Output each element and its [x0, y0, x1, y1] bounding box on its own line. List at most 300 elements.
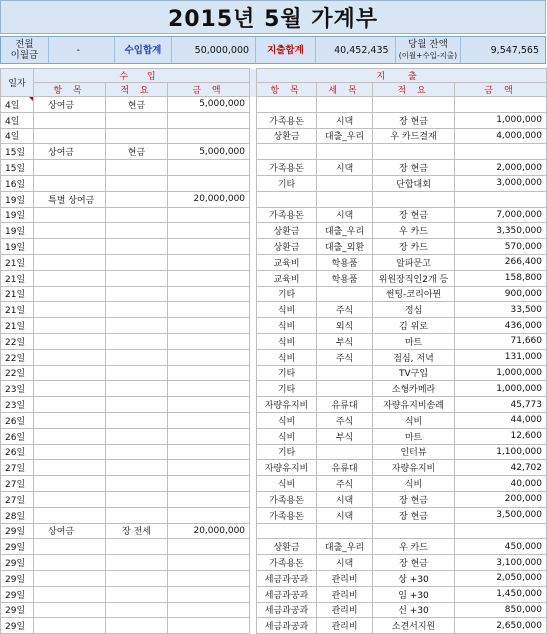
income-item: [34, 602, 106, 618]
income-memo: [106, 365, 168, 381]
income-memo: [106, 428, 168, 444]
table-row: [1, 586, 547, 602]
date-header: 일자: [1, 69, 34, 97]
income-item: [34, 444, 106, 460]
income-amount: [168, 570, 250, 586]
expense-memo: 장 카드: [373, 239, 455, 255]
expense-subitem: 외식: [317, 318, 373, 334]
table-row: [1, 254, 547, 270]
income-item: 상여금: [34, 144, 106, 160]
expense-memo: 자량유지비송례: [373, 397, 455, 413]
expense-memo: 썬팅-코리아뮌: [373, 286, 455, 302]
row-date: 23일: [1, 397, 34, 413]
row-date: 27일: [1, 460, 34, 476]
income-item: [34, 286, 106, 302]
expense-memo: 장 현금: [373, 507, 455, 523]
income-memo: 장 전세: [106, 523, 168, 539]
income-amount: 5,000,000: [168, 144, 250, 160]
expense-memo: 상 +30: [373, 570, 455, 586]
row-date: 29일: [1, 570, 34, 586]
row-date: 27일: [1, 476, 34, 492]
expense-memo-header: 적 요: [373, 83, 455, 97]
expense-memo: 정심: [373, 302, 455, 318]
income-memo: [106, 412, 168, 428]
expense-item: 식비: [257, 412, 317, 428]
row-date: 22일: [1, 349, 34, 365]
expense-item: 상환금: [257, 239, 317, 255]
expense-subitem: 시댁: [317, 160, 373, 176]
income-amount: [168, 381, 250, 397]
table-row: [1, 381, 547, 397]
income-item: [34, 476, 106, 492]
expense-memo: 마트: [373, 428, 455, 444]
income-memo: [106, 460, 168, 476]
expense-item: 교육비: [257, 254, 317, 270]
income-amount: [168, 349, 250, 365]
table-row: [1, 144, 547, 160]
income-item: [34, 365, 106, 381]
expense-amount: 1,100,000: [455, 444, 547, 460]
income-memo: [106, 349, 168, 365]
expense-memo: 장 현금: [373, 491, 455, 507]
expense-memo: [373, 144, 455, 160]
row-date: 4일: [1, 128, 34, 144]
expense-amount: 1,000,000: [455, 381, 547, 397]
expense-amount: 1,450,000: [455, 586, 547, 602]
expense-item: 식비: [257, 318, 317, 334]
expense-item: 세금과공과: [257, 586, 317, 602]
expense-subitem: 시댁: [317, 507, 373, 523]
row-date: 22일: [1, 333, 34, 349]
expense-subitem: [317, 523, 373, 539]
expense-item: 가족용돈: [257, 207, 317, 223]
expense-amount: 71,660: [455, 333, 547, 349]
expense-memo: 신 +30: [373, 602, 455, 618]
income-amount: [168, 365, 250, 381]
expense-item: 상환금: [257, 223, 317, 239]
income-amount: [168, 286, 250, 302]
income-item: [34, 318, 106, 334]
table-row: [1, 523, 547, 539]
expense-item: 기타: [257, 365, 317, 381]
table-row: [1, 286, 547, 302]
expense-subitem: 대출_우리: [317, 223, 373, 239]
row-date: 4일: [1, 112, 34, 128]
table-row: [1, 570, 547, 586]
income-memo: [106, 602, 168, 618]
income-item: 특별 상여금: [34, 191, 106, 207]
expense-amount: [455, 523, 547, 539]
expense-item: 자량유지비: [257, 397, 317, 413]
income-memo: [106, 191, 168, 207]
income-item: [34, 507, 106, 523]
income-amount: [168, 618, 250, 634]
expense-memo: [373, 191, 455, 207]
table-row: [1, 97, 547, 113]
expense-memo: 단합대회: [373, 175, 455, 191]
expense-subitem: [317, 97, 373, 113]
row-date: 21일: [1, 286, 34, 302]
expense-amount: 2,050,000: [455, 570, 547, 586]
table-row: [1, 349, 547, 365]
expense-item: [257, 523, 317, 539]
income-memo: [106, 254, 168, 270]
income-memo: [106, 491, 168, 507]
table-row: [1, 223, 547, 239]
income-header: 수 입: [34, 69, 250, 83]
expense-amount: 7,000,000: [455, 207, 547, 223]
balance-value: 9,547,565: [461, 37, 545, 63]
income-amount: [168, 175, 250, 191]
income-memo: [106, 112, 168, 128]
table-row: [1, 333, 547, 349]
expense-item: [257, 97, 317, 113]
expense-memo: 위원장직인2개 등: [373, 270, 455, 286]
income-memo: [106, 286, 168, 302]
income-item: [34, 428, 106, 444]
income-memo: [106, 507, 168, 523]
expense-subitem: 유류대: [317, 460, 373, 476]
income-memo: 현금: [106, 144, 168, 160]
row-date: 29일: [1, 618, 34, 634]
expense-amount: [455, 97, 547, 113]
expense-amount: 12,600: [455, 428, 547, 444]
income-memo: [106, 539, 168, 555]
expense-item: 식비: [257, 349, 317, 365]
expense-subitem: 시댁: [317, 491, 373, 507]
expense-subitem-header: 세 목: [317, 83, 373, 97]
income-amount: [168, 555, 250, 571]
table-row: [1, 618, 547, 634]
row-date: 29일: [1, 539, 34, 555]
expense-subitem: 시댁: [317, 555, 373, 571]
prev-month-label: 전월 이월금: [1, 37, 49, 63]
expense-subitem: [317, 381, 373, 397]
expense-subitem: 관리비: [317, 602, 373, 618]
income-item: [34, 128, 106, 144]
income-item: [34, 570, 106, 586]
expense-memo: 소견서지원: [373, 618, 455, 634]
income-item: 상여금: [34, 97, 106, 113]
expense-subitem: 대출_외환: [317, 239, 373, 255]
expense-subitem: [317, 191, 373, 207]
income-memo: [106, 444, 168, 460]
expense-subitem: 대출_우리: [317, 539, 373, 555]
header-row-2: [1, 83, 547, 97]
expense-memo: [373, 523, 455, 539]
income-memo: [106, 555, 168, 571]
expense-subitem: [317, 365, 373, 381]
income-amount: [168, 428, 250, 444]
expense-header: 지 출: [257, 69, 547, 83]
row-date: 28일: [1, 507, 34, 523]
income-item: [34, 223, 106, 239]
income-amount: [168, 333, 250, 349]
table-row: [1, 507, 547, 523]
expense-amount: 570,000: [455, 239, 547, 255]
expense-amount-header: 금 액: [455, 83, 547, 97]
expense-total-label: 지출합계: [256, 37, 316, 63]
table-row: [1, 239, 547, 255]
table-row: [1, 397, 547, 413]
income-item: [34, 618, 106, 634]
table-row: [1, 318, 547, 334]
row-date: 29일: [1, 586, 34, 602]
income-amount: [168, 586, 250, 602]
expense-item: 식비: [257, 428, 317, 444]
expense-amount: 131,000: [455, 349, 547, 365]
income-amount: [168, 160, 250, 176]
income-memo: [106, 586, 168, 602]
expense-subitem: 시댁: [317, 207, 373, 223]
row-date: 19일: [1, 191, 34, 207]
expense-amount: [455, 144, 547, 160]
table-row: [1, 365, 547, 381]
expense-total-value: 40,452,435: [316, 37, 396, 63]
expense-subitem: 주식: [317, 412, 373, 428]
table-row: [1, 555, 547, 571]
income-amount-header: 금 액: [168, 83, 250, 97]
expense-subitem: 부식: [317, 428, 373, 444]
row-date: 29일: [1, 523, 34, 539]
row-date: 21일: [1, 318, 34, 334]
income-amount: [168, 128, 250, 144]
expense-memo: 장 현금: [373, 112, 455, 128]
expense-subitem: 주식: [317, 349, 373, 365]
income-memo: [106, 318, 168, 334]
table-row: [1, 191, 547, 207]
expense-item: 기타: [257, 444, 317, 460]
expense-amount: 3,500,000: [455, 507, 547, 523]
income-item: [34, 539, 106, 555]
expense-amount: 450,000: [455, 539, 547, 555]
balance-label: 당월 잔액 (이월+수입-지출): [396, 37, 462, 63]
expense-item: 세금과공과: [257, 602, 317, 618]
income-item: [34, 175, 106, 191]
expense-memo: 장 현금: [373, 555, 455, 571]
income-memo: [106, 476, 168, 492]
summary-bar: [0, 36, 546, 64]
table-row: [1, 302, 547, 318]
expense-amount: 44,000: [455, 412, 547, 428]
sheet-title: 2015년 5월 가계부: [0, 0, 546, 34]
income-amount: [168, 397, 250, 413]
table-row: [1, 128, 547, 144]
expense-item: 가족용돈: [257, 507, 317, 523]
income-item: [34, 412, 106, 428]
table-row: [1, 412, 547, 428]
table-row: [1, 112, 547, 128]
expense-subitem: 학용품: [317, 254, 373, 270]
income-item: [34, 254, 106, 270]
income-memo: [106, 160, 168, 176]
expense-subitem: 시댁: [317, 112, 373, 128]
row-date: 4일: [1, 97, 34, 113]
expense-subitem: 부식: [317, 333, 373, 349]
expense-memo: 임 +30: [373, 586, 455, 602]
header-row-1: [1, 69, 547, 83]
table-row: [1, 539, 547, 555]
expense-amount: 45,773: [455, 397, 547, 413]
table-row: [1, 270, 547, 286]
income-memo: [106, 223, 168, 239]
income-amount: [168, 318, 250, 334]
row-date: 15일: [1, 144, 34, 160]
income-memo: [106, 239, 168, 255]
expense-subitem: 유류대: [317, 397, 373, 413]
row-date: 21일: [1, 254, 34, 270]
expense-memo: 소형카메라: [373, 381, 455, 397]
expense-amount: 33,500: [455, 302, 547, 318]
expense-amount: 2,000,000: [455, 160, 547, 176]
expense-amount: 900,000: [455, 286, 547, 302]
expense-subitem: 주식: [317, 476, 373, 492]
expense-memo: 우 카드: [373, 539, 455, 555]
income-amount: [168, 207, 250, 223]
expense-amount: 3,350,000: [455, 223, 547, 239]
expense-amount: 200,000: [455, 491, 547, 507]
expense-item: [257, 191, 317, 207]
expense-item: 가족용돈: [257, 112, 317, 128]
income-amount: [168, 476, 250, 492]
income-item: [34, 381, 106, 397]
expense-amount: 42,702: [455, 460, 547, 476]
expense-subitem: 관리비: [317, 586, 373, 602]
income-memo: 현금: [106, 97, 168, 113]
prev-month-value: -: [49, 37, 115, 63]
income-item: [34, 586, 106, 602]
row-date: 26일: [1, 412, 34, 428]
row-date: 29일: [1, 602, 34, 618]
income-memo: [106, 302, 168, 318]
expense-item: 기타: [257, 286, 317, 302]
expense-item: 기타: [257, 175, 317, 191]
income-amount: [168, 539, 250, 555]
income-item: [34, 397, 106, 413]
expense-memo: TV구입: [373, 365, 455, 381]
income-item: [34, 460, 106, 476]
income-item: [34, 239, 106, 255]
income-item: [34, 333, 106, 349]
table-row: [1, 428, 547, 444]
expense-memo: 식비: [373, 476, 455, 492]
expense-subitem: 대출_우리: [317, 128, 373, 144]
row-date: 19일: [1, 207, 34, 223]
expense-memo: 우 카드결재: [373, 128, 455, 144]
income-total-value: 50,000,000: [172, 37, 256, 63]
income-amount: [168, 491, 250, 507]
expense-item: 세금과공과: [257, 618, 317, 634]
expense-memo: 우 카드: [373, 223, 455, 239]
expense-item: 가족용돈: [257, 160, 317, 176]
income-memo: [106, 333, 168, 349]
income-amount: 20,000,000: [168, 523, 250, 539]
row-date: 22일: [1, 365, 34, 381]
expense-amount: 3,100,000: [455, 555, 547, 571]
row-date: 15일: [1, 160, 34, 176]
expense-item: [257, 144, 317, 160]
expense-item-header: 항 목: [257, 83, 317, 97]
income-item-header: 항 목: [34, 83, 106, 97]
expense-amount: 3,000,000: [455, 175, 547, 191]
expense-amount: 1,000,000: [455, 365, 547, 381]
income-memo: [106, 128, 168, 144]
income-amount: [168, 223, 250, 239]
income-amount: 20,000,000: [168, 191, 250, 207]
table-row: [1, 207, 547, 223]
expense-subitem: [317, 444, 373, 460]
expense-amount: 266,400: [455, 254, 547, 270]
income-item: 상여금: [34, 523, 106, 539]
expense-memo: 장 현금: [373, 207, 455, 223]
expense-memo: 장 현금: [373, 160, 455, 176]
income-memo: [106, 381, 168, 397]
expense-item: 식비: [257, 333, 317, 349]
row-date: 21일: [1, 270, 34, 286]
expense-memo: 마트: [373, 333, 455, 349]
table-row: [1, 175, 547, 191]
income-amount: [168, 412, 250, 428]
expense-item: 가족용돈: [257, 555, 317, 571]
expense-subitem: [317, 175, 373, 191]
income-memo: [106, 570, 168, 586]
expense-item: 가족용돈: [257, 491, 317, 507]
income-total-label: 수입합계: [115, 37, 173, 63]
income-item: [34, 349, 106, 365]
expense-item: 상환금: [257, 128, 317, 144]
income-amount: [168, 602, 250, 618]
income-memo: [106, 207, 168, 223]
expense-amount: 40,000: [455, 476, 547, 492]
income-amount: [168, 302, 250, 318]
expense-memo: 인터뷰: [373, 444, 455, 460]
expense-memo: 점심, 저녁: [373, 349, 455, 365]
expense-subitem: 주식: [317, 302, 373, 318]
expense-amount: 4,000,000: [455, 128, 547, 144]
income-amount: [168, 507, 250, 523]
income-item: [34, 302, 106, 318]
expense-memo: 김 위로: [373, 318, 455, 334]
income-item: [34, 160, 106, 176]
table-row: [1, 460, 547, 476]
income-item: [34, 207, 106, 223]
income-amount: [168, 254, 250, 270]
income-memo: [106, 618, 168, 634]
table-row: [1, 602, 547, 618]
row-date: 26일: [1, 428, 34, 444]
income-memo: [106, 175, 168, 191]
income-item: [34, 491, 106, 507]
income-amount: [168, 460, 250, 476]
expense-memo: 자량유지비: [373, 460, 455, 476]
row-date: 19일: [1, 223, 34, 239]
expense-amount: [455, 191, 547, 207]
income-memo-header: 적 요: [106, 83, 168, 97]
income-amount: 5,000,000: [168, 97, 250, 113]
row-date: 19일: [1, 239, 34, 255]
row-date: 23일: [1, 381, 34, 397]
expense-subitem: 학용품: [317, 270, 373, 286]
table-row: [1, 491, 547, 507]
income-amount: [168, 239, 250, 255]
income-item: [34, 555, 106, 571]
row-date: 29일: [1, 555, 34, 571]
expense-amount: 1,000,000: [455, 112, 547, 128]
expense-subitem: 관리비: [317, 570, 373, 586]
table-row: [1, 160, 547, 176]
expense-item: 식비: [257, 302, 317, 318]
expense-memo: [373, 97, 455, 113]
